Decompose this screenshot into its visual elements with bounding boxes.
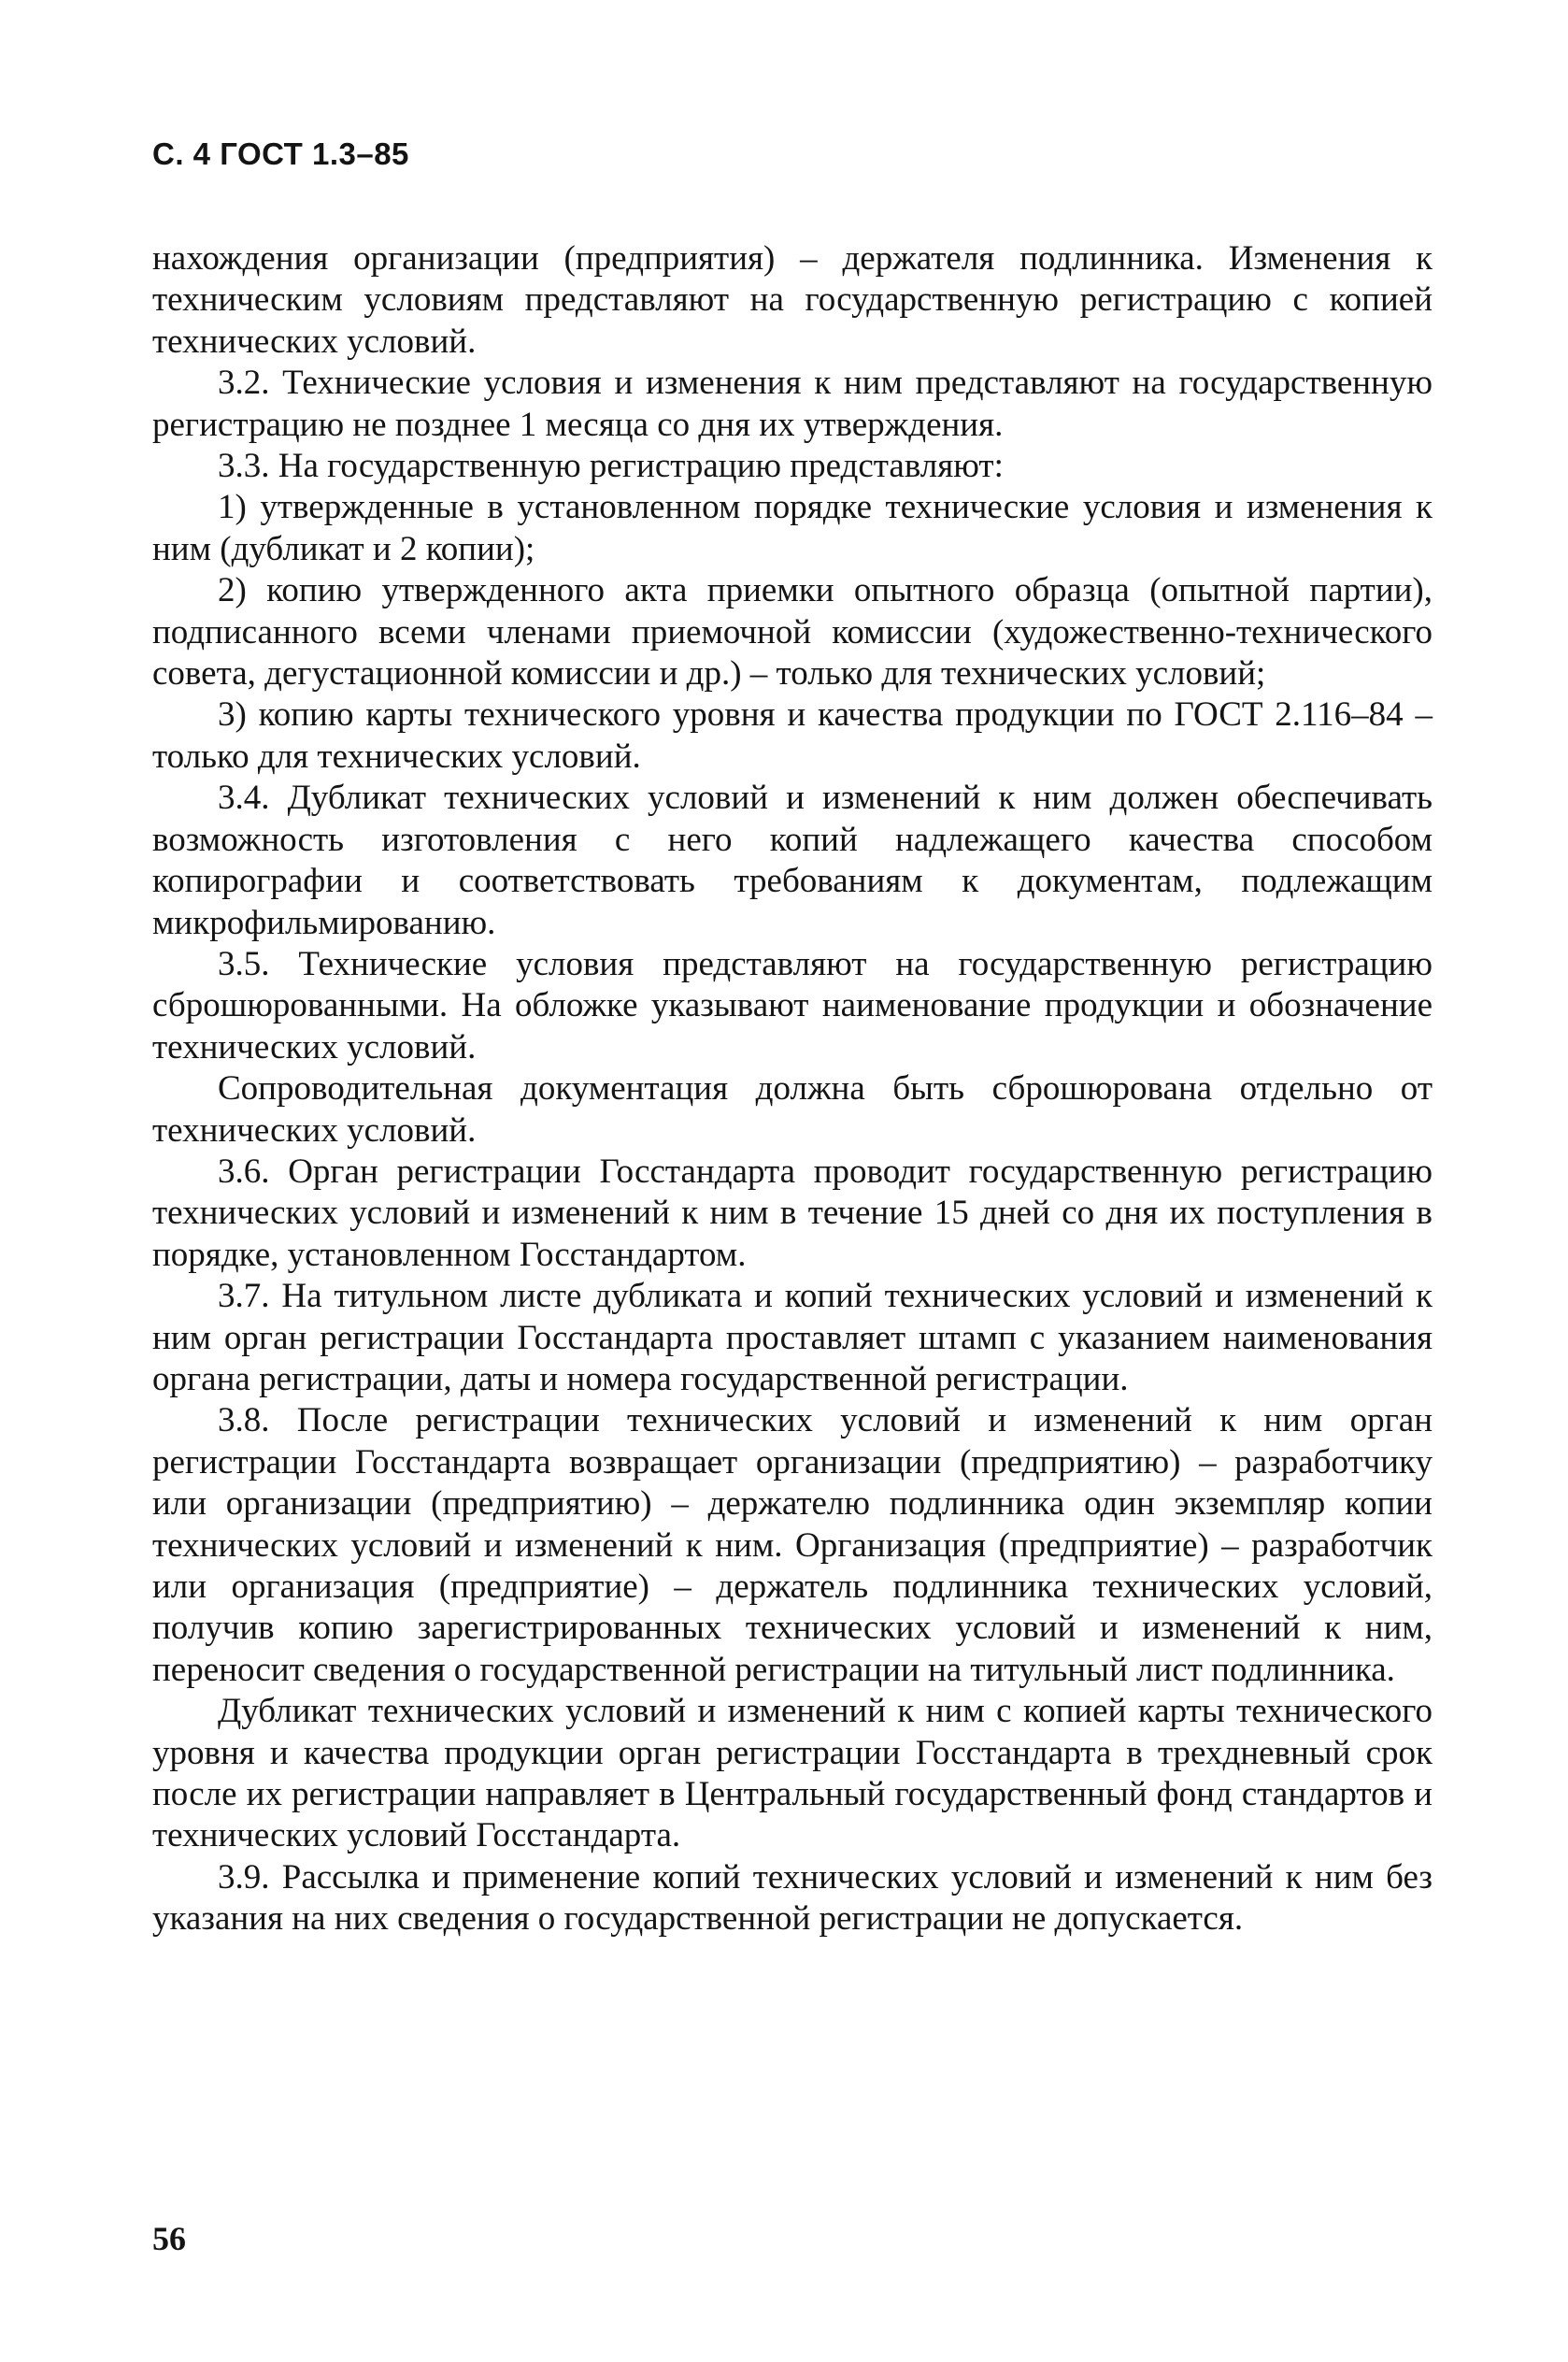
paragraph-3-3: 3.3. На государственную регистрацию представляют:	[218, 447, 1004, 486]
paragraph-continuation: нахождения организации (предприятия) – держателя подлинника. Изменения к техническим условиям представляют на государственную регистрацию с копией технических условий.	[152, 239, 1433, 361]
paragraph-3-7: 3.7. На титульном листе дубликата и копий технических условий и изменений к ним орган регистрации Госстандарта проставляет штамп с указанием наименования органа регистрации, даты и номера государственной регистрации.	[152, 1277, 1433, 1398]
paragraph-3-6: 3.6. Орган регистрации Госстандарта проводит государственную регистрацию технических условий и изменений к ним в течение 15 дней со дня их поступления в порядке, установленном Госстандартом.	[152, 1152, 1433, 1274]
running-header: С. 4 ГОСТ 1.3–85	[152, 136, 409, 171]
paragraph-3-4: 3.4. Дубликат технических условий и изменений к ним должен обеспечивать возможность изготовления с него копий надлежащего качества способом копирографии и соответствовать требованиям к документам, подлежащим микрофильмированию.	[152, 779, 1433, 942]
paragraph-3-2: 3.2. Технические условия и изменения к ним представляют на государственную регистрацию не позднее 1 месяца со дня их утверждения.	[152, 364, 1433, 444]
paragraph-3-9: 3.9. Рассылка и применение копий технических условий и изменений к ним без указания на них сведения о государственной регистрации не допускается.	[152, 1857, 1433, 1939]
page-number: 56	[152, 2220, 186, 2257]
list-item-2: 2) копию утвержденного акта приемки опытного образца (опытной партии), подписанного всеми членами приемочной комиссии (художественно-технического совета, дегустационной комиссии и др.) – только для технических условий;	[152, 571, 1433, 694]
paragraph-3-5-continued: Сопроводительная документация должна быть сброшюрована отдельно от технических условий.	[152, 1069, 1433, 1150]
paragraph-3-8: 3.8. После регистрации технических условий и изменений к ним орган регистрации Госстандарта возвращает организации (предприятию) – разработчику или организации (предприятию) – держателю подлинника один экземпляр копии технических условий и изменений к ним. Организация (предприятие) – разработчик или организация (предприятие) – держатель подлинника технических условий, получив копию зарегистрированных технических условий и изменений к ним, переносит сведения о государственной регистрации на титульный лист подлинника.	[152, 1401, 1433, 1689]
paragraph-3-8-continued: Дубликат технических условий и изменений к ним с копией карты технического уровня и качества продукции орган регистрации Госстандарта в трехдневный срок после их регистрации направляет в Центральный государственный фонд стандартов и технических условий Госстандарта.	[152, 1692, 1433, 1855]
list-item-1: 1) утвержденные в установленном порядке технические условия и изменения к ним (дубликат и 2 копии);	[152, 488, 1433, 568]
paragraph-3-5: 3.5. Технические условия представляют на государственную регистрацию сброшюрованными. На обложке указывают наименование продукции и обозначение технических условий.	[152, 944, 1433, 1066]
list-item-3: 3) копию карты технического уровня и качества продукции по ГОСТ 2.116–84 – только для технических условий.	[152, 695, 1433, 776]
document-body	[152, 238, 1433, 1940]
